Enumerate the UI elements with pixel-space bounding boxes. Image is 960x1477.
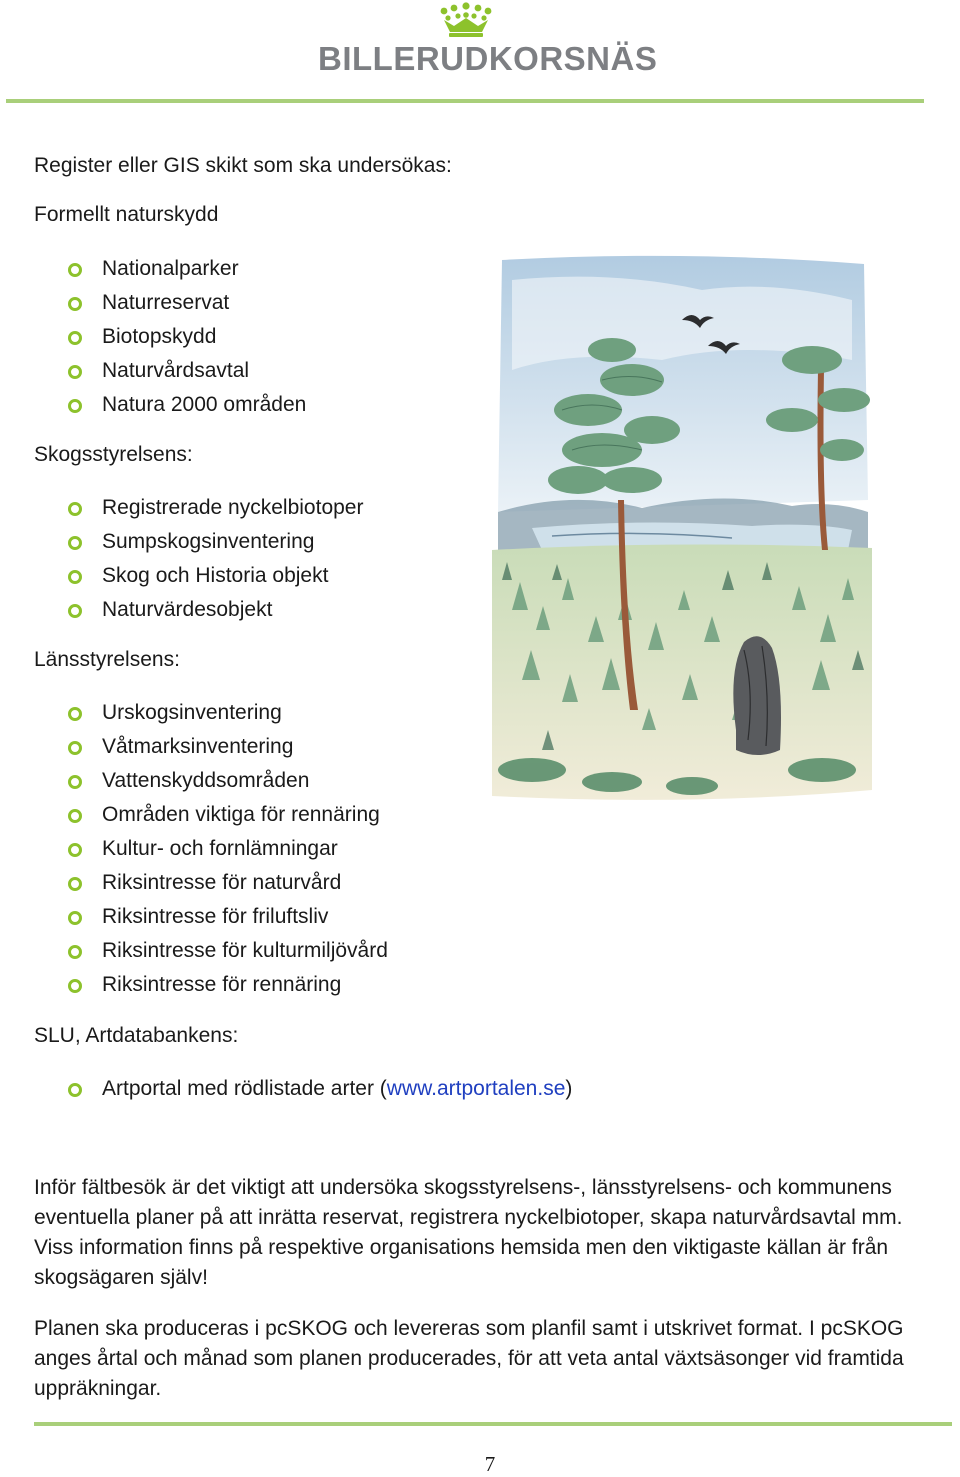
bullet-icon bbox=[68, 502, 82, 516]
bullet-icon bbox=[68, 911, 82, 925]
bullet-icon bbox=[68, 809, 82, 823]
bullet-icon bbox=[68, 843, 82, 857]
header-divider bbox=[6, 99, 924, 103]
field-visit-paragraph: Inför fältbesök är det viktigt att undersöka skogsstyrelsens-, länsstyrelsens- och kommunens eventuella planer på att inrätta reservat, registrera nyckelbiotoper, skapa naturvårdsavtal mm. Viss information finns på respektive organisations hemsida men den viktigaste källan är från skogsägaren själv! bbox=[34, 1176, 903, 1289]
forest-illustration bbox=[492, 250, 872, 810]
bullet-icon bbox=[68, 536, 82, 550]
bullet-icon bbox=[68, 775, 82, 789]
footer-divider bbox=[34, 1422, 952, 1426]
bullet-icon bbox=[68, 604, 82, 618]
bullet-icon bbox=[68, 979, 82, 993]
company-logo bbox=[318, 2, 658, 77]
bullet-icon bbox=[68, 331, 82, 345]
bullet-icon bbox=[68, 399, 82, 413]
section-heading-lansstyrelsen: Länsstyrelsens: bbox=[34, 648, 180, 671]
page-header bbox=[0, 0, 960, 110]
brand-name: BILLERUDKORSNÄS bbox=[318, 40, 658, 77]
bullet-icon bbox=[68, 741, 82, 755]
bullet-icon bbox=[68, 877, 82, 891]
pcskog-paragraph: Planen ska produceras i pcSKOG och levereras som planfil samt i utskrivet format. I pcSKOG anges årtal och månad som planen producerades, för att veta antal växtsäsonger vid framtida uppräkningar. bbox=[34, 1317, 904, 1400]
bullet-icon bbox=[68, 365, 82, 379]
section-heading-slu: SLU, Artdatabankens: bbox=[34, 1024, 239, 1047]
bullet-icon bbox=[68, 263, 82, 277]
section-heading-skogsstyrelsen: Skogsstyrelsens: bbox=[34, 443, 193, 466]
bullet-icon bbox=[68, 1083, 82, 1097]
crown-icon bbox=[436, 2, 496, 38]
bullet-icon bbox=[68, 945, 82, 959]
artportalen-link[interactable]: www.artportalen.se bbox=[386, 1077, 566, 1100]
intro-heading: Register eller GIS skikt som ska undersökas: bbox=[34, 154, 452, 177]
bullet-icon bbox=[68, 570, 82, 584]
page-number: 7 bbox=[484, 1452, 496, 1476]
bullet-icon bbox=[68, 707, 82, 721]
section-heading-naturskydd: Formellt naturskydd bbox=[34, 203, 219, 226]
bullet-icon bbox=[68, 297, 82, 311]
